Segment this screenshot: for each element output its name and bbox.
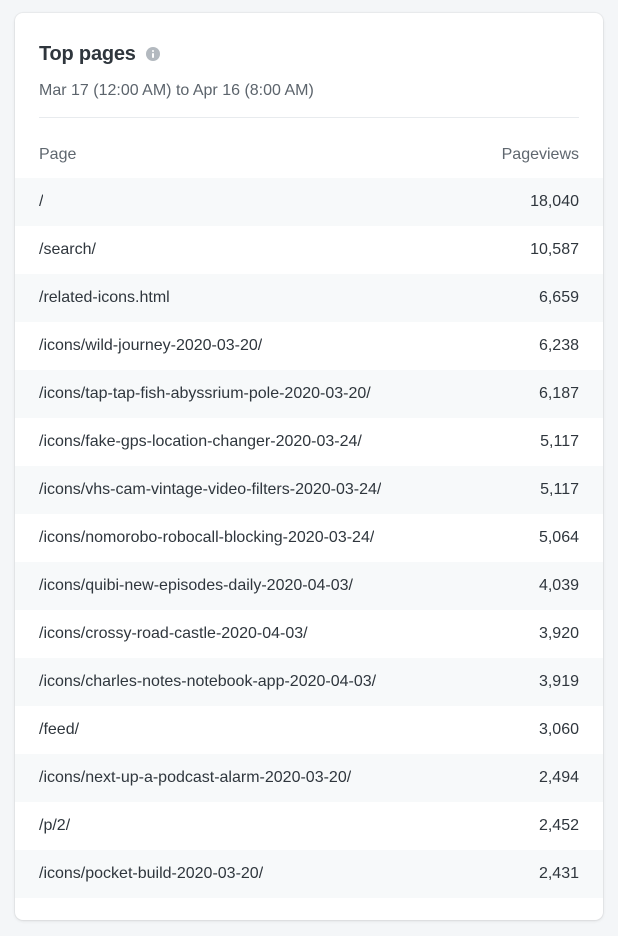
table-row[interactable] — [15, 178, 603, 226]
page-path-link[interactable]: /feed/ — [39, 721, 80, 738]
title-row — [39, 41, 579, 67]
pageviews-value: 18,040 — [530, 193, 579, 210]
pageviews-value: 6,187 — [538, 385, 579, 402]
table-header — [15, 132, 603, 178]
pageviews-value: 3,920 — [538, 625, 579, 642]
page-path-link[interactable]: /icons/crossy-road-castle-2020-04-03/ — [39, 625, 308, 642]
page-path-link[interactable]: /icons/tap-tap-fish-abyssrium-pole-2020-03-20/ — [39, 385, 371, 402]
page-path-link[interactable]: / — [39, 193, 44, 210]
page-path-link[interactable]: /icons/next-up-a-podcast-alarm-2020-03-20/ — [39, 769, 352, 786]
pageviews-value: 2,452 — [538, 817, 579, 834]
table-row[interactable] — [15, 418, 603, 466]
table-row[interactable] — [15, 226, 603, 274]
table-row[interactable] — [15, 754, 603, 802]
page-path-link[interactable]: /icons/fake-gps-location-changer-2020-03-24/ — [39, 433, 362, 450]
pageviews-value: 6,238 — [538, 337, 579, 354]
card-title: Top pages — [39, 42, 136, 65]
header-divider — [39, 117, 579, 118]
table-row[interactable] — [15, 466, 603, 514]
table-row[interactable] — [15, 562, 603, 610]
card-header — [15, 13, 603, 101]
page-path-link[interactable]: /icons/wild-journey-2020-03-20/ — [39, 337, 263, 354]
page-path-link[interactable]: /icons/pocket-build-2020-03-20/ — [39, 865, 264, 882]
info-icon[interactable] — [146, 47, 160, 61]
pageviews-value: 5,117 — [540, 433, 579, 450]
table-row[interactable] — [15, 514, 603, 562]
pageviews-value: 10,587 — [530, 241, 579, 258]
pageviews-value: 6,659 — [538, 289, 579, 306]
pageviews-value: 4,039 — [538, 577, 579, 594]
table-row[interactable] — [15, 850, 603, 898]
pageviews-value: 5,064 — [538, 529, 579, 546]
page-path-link[interactable]: /p/2/ — [39, 817, 71, 834]
table-row[interactable] — [15, 610, 603, 658]
table-body — [15, 178, 603, 898]
pageviews-value: 2,494 — [538, 769, 579, 786]
table-row[interactable] — [15, 370, 603, 418]
column-header-pageviews: Pageviews — [501, 146, 579, 163]
pageviews-value: 3,060 — [538, 721, 579, 738]
table-row[interactable] — [15, 322, 603, 370]
column-header-page: Page — [39, 146, 77, 163]
page-path-link[interactable]: /icons/charles-notes-notebook-app-2020-04-03/ — [39, 673, 377, 690]
date-range: Mar 17 (12:00 AM) to Apr 16 (8:00 AM) — [39, 82, 314, 99]
table-row[interactable] — [15, 802, 603, 850]
page-path-link[interactable]: /search/ — [39, 241, 96, 258]
page-path-link[interactable]: /icons/nomorobo-robocall-blocking-2020-03-24/ — [39, 529, 375, 546]
page-path-link[interactable]: /icons/quibi-new-episodes-daily-2020-04-03/ — [39, 577, 353, 594]
pageviews-value: 3,919 — [538, 673, 579, 690]
top-pages-card — [15, 13, 603, 920]
pageviews-value: 2,431 — [538, 865, 579, 882]
pageviews-value: 5,117 — [540, 481, 579, 498]
page-path-link[interactable]: /related-icons.html — [39, 289, 170, 306]
page-path-link[interactable]: /icons/vhs-cam-vintage-video-filters-2020-03-24/ — [39, 481, 382, 498]
table-row[interactable] — [15, 706, 603, 754]
table-row[interactable] — [15, 658, 603, 706]
table-row[interactable] — [15, 274, 603, 322]
